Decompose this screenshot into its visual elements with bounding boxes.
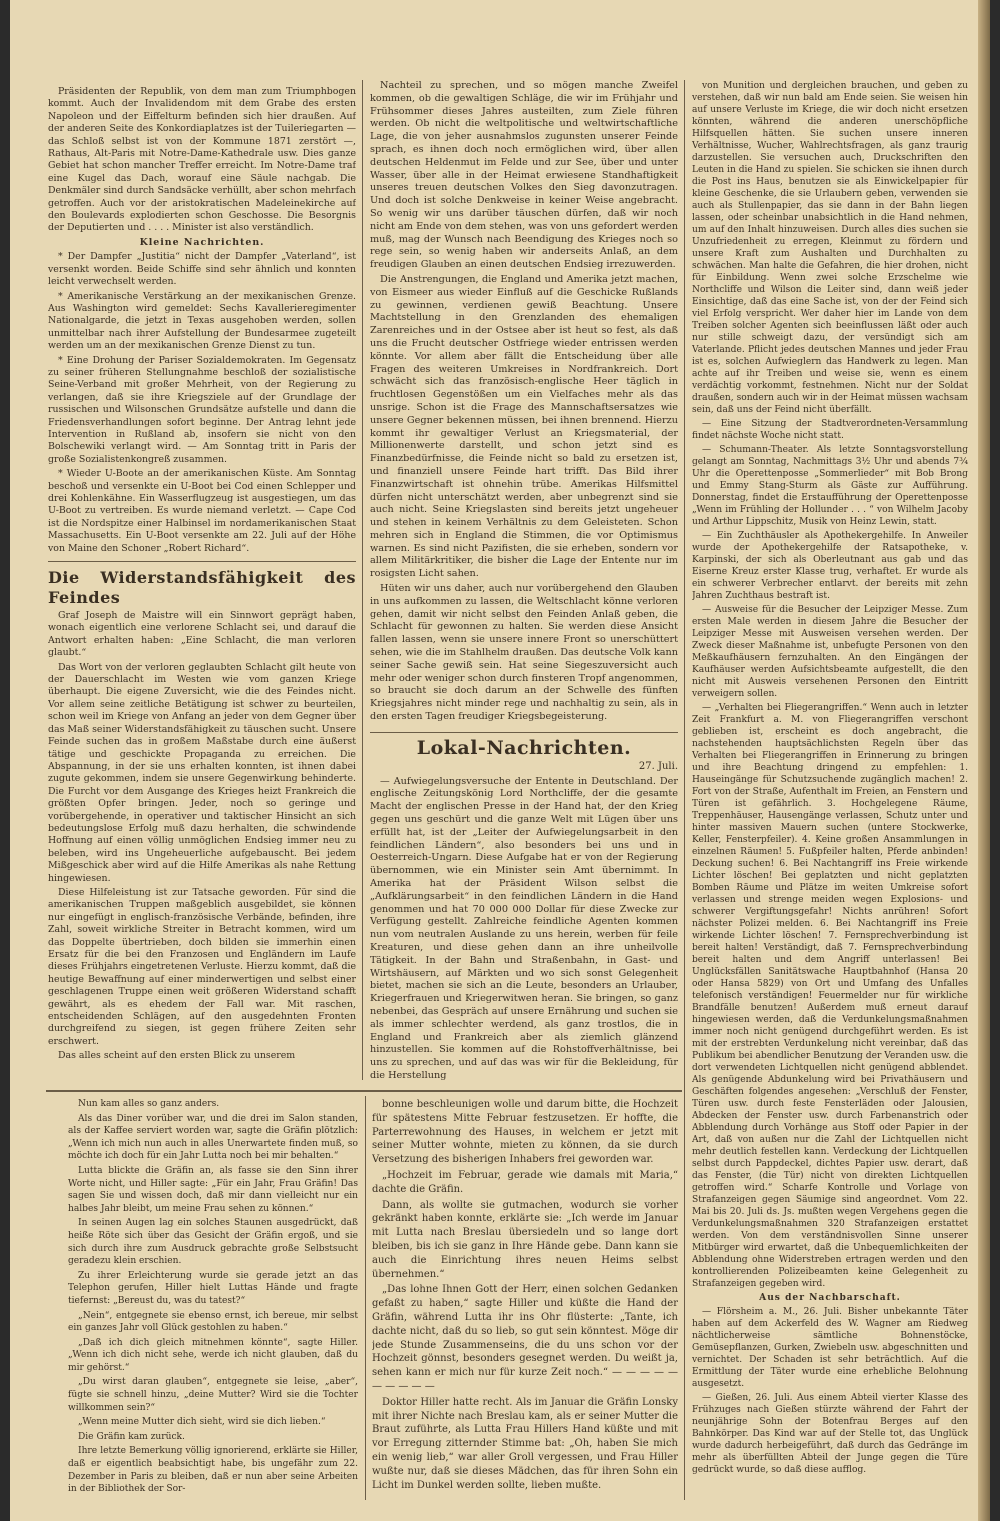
column-rule (362, 80, 363, 1080)
novel-column-right (372, 1098, 678, 1502)
novel-paragraph: „Du wirst daran glauben“, entgegnete sie leise, „aber“, fügte sie schnell hinzu, „deine Mutter? Wird sie die Tochter willkommen sein?“ (68, 1377, 358, 1413)
news-item: — „Verhalten bei Fliegerangriffen.“ Wenn auch in letzter Zeit Frankfurt a. M. von Fliegerangriffen verschont geblieben ist, erscheint es doch angebracht, die nachstehenden hauptsächlichsten Regeln über das Verhalten bei Fliegerangriffen in Erinnerung zu bringen und ihre Beachtung dringend zu empfehlen: 1. Hauseingänge für Schutzsuchende zugänglich machen! 2. Fort von der Straße, Aufenthalt im Freien, an Fenstern und Türen ist gefährlich. 3. Hochgelegene Räume, Treppenhäuser, Hausengänge verlassen, Schutz unter und hinter massiven Mauern suchen (untere Stockwerke, Keller, Fensterpfeiler). 4. Keine großen Ansammlungen in einzelnen Räumen! 5. Fußpfeiler halten, Pferde anbinden! Deckung suchen! 6. Bei Nachtangriff ins Freie wirkende Lichter löschen! Bei geplatzten und nicht geplatzten Bomben Räume und Plätze im weiten Umkreise sofort verlassen und strenge meiden wegen Explosions- und schwerer Vergiftungsgefahr! Nichts anrühren! Sofort nächster Polizei melden. 6. Bei Nachtangriff ins Freie wirkende Lichter löschen! 7. Fernsprechverbindung ist bereit halten! Verständigt, daß 7. Fernsprechverbindung bereit halten und dem Angriff unterlassen! Bei Unglücksfällen Sanitätswache Hauptbahnhof (Hansa 20 oder Hansa 5829) von Ort und Umfang des Unfalles telefonisch verständigen! Feuermelder nur für wirkliche Brandfälle benutzen! Außerdem muß erneut darauf hingewiesen werden, daß die Verdunkelungsmaßnahmen immer noch nicht genügend durchgeführt werden. Es ist mit der erstrebten Verdunkelung nicht vereinbar, daß das Publikum bei abendlicher Benutzung der Veranden usw. die dort verwendeten Lichtquellen nicht genügend abblendet. Als genügende Abdunkelung wird bei Privathäusern und Geschäften folgendes angesehen: „Verschluß der Fenster, Türen usw. durch feste Fensterläden oder Jalousien, Abdecken der Fenster usw. durch Farbenanstrich oder Abblendung durch Vorhänge aus Stoff oder Papier in der Art, daß von außen nur die Zahl der Lichtquellen nicht mehr deutlich festellen kann. Verdeckung der Lichtquellen selbst durch Pappdeckel, dichtes Papier usw. derart, daß das Fenster, (die Tür) nicht von direkten Lichtquellen getroffen wird.“ Scharfe Kontrolle und Vorlage von Strafanzeigen gegen Säumige sind angeordnet. Vom 22. Mai bis 20. Juli ds. Js. mußten wegen Vergehens gegen die Verdunkelungsmaßnahmen 320 Strafanzeigen erstattet werden. Von dem verständnisvollen Sinne unserer Mitbürger wird erwartet, daß die Unbequemlichkeiten der Abblendung ohne Widerstreben ertragen werden und den kontrollierenden Polizeibeamten keine Gelegenheit zu Strafanzeigen gegeben wird. (692, 703, 968, 1289)
news-item: — Schumann-Theater. Als letzte Sonntagsvorstellung gelangt am Sonntag, Nachmittags 3½ Uhr und abends 7¾ Uhr die Operettenposse „Sommerlieder“ mit Bob Brong und Emmy Stang-Sturm als Gäste zur Aufführung. Donnerstag, findet die Erstaufführung der Operettenposse „Wenn im Frühling der Hollunder . . . “ von Wilhelm Jacoby und Arthur Lippschitz, Musik von Heinz Lewin, statt. (692, 445, 968, 527)
paragraph: Diese Hilfeleistung ist zur Tatsache geworden. Für sind die amerikanischen Truppen maßgeblich ausgebildet, sie können nur eingefügt in englisch-französische Verbände, befinden, ihre Zahl, soweit wirkliche Streiter in Betracht kommen, wird um das Doppelte übertrieben, doch bilden sie immerhin einen Ersatz für die bei den Franzosen und Engländern im Laufe dieses Frühjahrs eingetretenen Verluste. Hierzu kommt, daß die heutige Bewaffnung auf einer minderwertigen und selbst einer geschlagenen Truppe einen weit größeren Widerstand schafft gewährt, als es ehedem der Fall war. Mit raschen, entscheidenden Schlägen, auf den ausgedehnten Fronten durchgreifend zu siegen, ist gegen frühere Zeiten sehr erschwert. (48, 886, 356, 1047)
novel-paragraph: Als das Diner vorüber war, und die drei im Salon standen, als der Kaffee serviert worden war, sagte die Gräfin plötzlich: „Wenn ich mich nun auch in alles Unerwartete finden muß, so möchte ich doch für ein Jahr Lutta noch bei mir behalten.“ (68, 1113, 358, 1162)
news-item: * Wieder U-Boote an der amerikanischen Küste. Am Sonntag beschoß und versenkte ein U-Boot bei Cod einen Schlepper und drei Kohlenkähne. Ein Wasserflugzeug ist ausgestiegen, um das U-Boot zu vertreiben. Es wurde niemand verletzt. — Cape Cod ist die Nordspitze einer Halbinsel im nordamerikanischen Staat Massachusetts. Ein U-Boot versenkte am 22. Juli auf der Höhe von Maine den Schoner „Robert Richard“. (48, 468, 356, 554)
novel-paragraph: „Das lohne Ihnen Gott der Herr, einen solchen Gedanken gefaßt zu haben,“ sagte Hiller und küßte die Hand der Gräfin, während Lutta ihr ins Ohr flüsterte: „Tante, ich dachte nicht, daß du so lieb, so gut sein könntest. Möge dir jede Stunde Zusammenseins, die du uns schon vor der Hochzeit gönnst, besonders gesegnet werden. Du weißt ja, sehen kann er mich nur für kurze Zeit noch.“ — — — — — — — — — — (372, 1284, 678, 1392)
page-edge (978, 0, 990, 1521)
paragraph: Nachteil zu sprechen, und so mögen manche Zweifel kommen, ob die gewaltigen Schläge, die wir im Frühjahr und Frühsommer dieses Jahres austeilten, zum Ziele führen werden. Ob nicht die weltpolitische und weltwirtschaftliche Lage, die von jeher ausnahmslos zugunsten unserer Feinde sprach, es ihnen doch noch ermöglichen wird, über allen deutschen Heldenmut im Felde und zur See, über und unter Wasser, über alle in der Heimat erwiesene Standhaftigkeit unseres treuen deutschen Volkes den Sieg davonzutragen. Und doch ist solche Denkweise in keiner Weise angebracht. So wenig wir uns darüber täuschen dürfen, daß wir noch nicht am Ende von dem stehen, was von uns gefordert werden muß, mag der Wunsch nach Beendigung des Krieges noch so rege sein, so wenig haben wir anderseits Anlaß, an dem freudigen Glauben an einen deutschen Endsieg irrezuwerden. (370, 80, 678, 271)
novel-paragraph: Lutta blickte die Gräfin an, als fasse sie den Sinn ihrer Worte nicht, und Hiller sagte: „Für ein Jahr, Frau Gräfin! Das sagen Sie und wissen doch, daß mir dann vielleicht nur ein halbes Jahr bleibt, um meine Frau sehen zu können.“ (68, 1165, 358, 1214)
column-rule (684, 80, 685, 1500)
news-item: — Ausweise für die Besucher der Leipziger Messe. Zum ersten Male werden in diesem Jahre die Besucher der Leipziger Messe mit Ausweisen versehen werden. Der Zweck dieser Maßnahme ist, unbefugte Personen von den Meßkaufhäusern fernzuhalten. An den Eingängen der Kaufhäuser werden Aufsichtsbeamte aufgestellt, die den nicht mit Ausweis versehenen Personen den Eintritt verweigern sollen. (692, 605, 968, 699)
newspaper-page (10, 0, 990, 1521)
news-item: * Amerikanische Verstärkung an der mexikanischen Grenze. Aus Washington wird gemeldet: Sechs Kavallerieregimenter Nationalgarde, die jetzt in Texas ausgehoben werden, sollen unmittelbar nach ihrer Aufstellung der Bundesarmee zugeteilt werden um an der mexikanischen Grenze Dienst zu tun. (48, 290, 356, 352)
novel-paragraph: Nun kam alles so ganz anders. (78, 1099, 220, 1109)
section-divider (370, 732, 678, 733)
section-divider (48, 561, 356, 562)
paragraph: Die Anstrengungen, die England und Amerika jetzt machen, von Eismeer aus wieder Einfluß auf die Geschicke Rußlands zu gewinnen, verdienen gewiß Beachtung. Unsere Machtstellung in den Grenzlanden des ehemaligen Zarenreiches und in der Ostsee aber ist heut so fest, als daß uns die Frucht deutscher Ostfriege wieder entrissen werden könnte. Vor allem aber fällt die Entscheidung über alle Fragen des weiteren Umkreises in Nordfrankreich. Dort schwächt sich das französisch-englische Heer täglich in fruchtlosen Gegenstößen um ein Vielfaches mehr als das unsrige. Schon ist die Frage des Mannschaftsersatzes wie unsere Gegner bekennen müssen, bei ihnen brennend. Hierzu kommt ihr gewaltiger Verlust an Kriegsmaterial, der Millionenwerte darstellt, und schon jetzt sind es Finanzbedürfnisse, die Feinde nicht so bald zu ersetzen ist, und finanziell unsere Feinde hart trifft. Das Bild ihrer Finanzwirtschaft ist ohnehin trübe. Amerikas Hilfsmittel dürfen nicht unterschätzt werden, aber unbegrenzt sind sie auch nicht. Seine Kriegslasten sind bereits jetzt ungeheuer und stehen in keinem Verhältnis zu dem Geleisteten. Schon mehren sich in England die Stimmen, die vor Optimismus warnen. Es sind nicht Pazifisten, die sie erheben, sondern vor allem Militärkritiker, die bisher die Lage der Entente nur im rosigsten Licht sahen. (370, 273, 678, 580)
column-middle (370, 80, 678, 1086)
news-item: — Aufwiegelungsversuche der Entente in Deutschland. Der englische Zeitungskönig Lord Northcliffe, der die gesamte Macht der englischen Presse in der Hand hat, der den Krieg gegen uns geschürt und die ganze Welt mit Lügen über uns erfüllt hat, ist der „Leiter der Aufwiegelungsarbeit in den feindlichen Ländern“, also besonders bei uns und in Oesterreich-Ungarn. Diese Aufgabe hat er von der Regierung übernommen, wie ein Minister sein Amt übernimmt. In Amerika hat der Präsident Wilson selbst die „Aufklärungsarbeit“ in den feindlichen Ländern in die Hand genommen und hat 70 000 000 Dollar für diese Zwecke zur Verfügung gestellt. Zahlreiche feindliche Agenten kommen nun vom neutralen Auslande zu uns herein, werben für feile Kreaturen, und diese gehen dann an ihre unheilvolle Tätigkeit. In der Bahn und Straßenbahn, in Gast- und Wirtshäusern, auf Märkten und wo sich sonst Gelegenheit bietet, machen sie sich an die Leute, besonders an Urlauber, Kriegerfrauen und Kriegerwitwen heran. Sie bringen, so ganz nebenbei, das Gespräch auf unsere Ernährung und suchen sie als immer schlechter werdend, als ganz trostlos, die in England und Frankreich aber als ziemlich glänzend hinzustellen. Sie kommen auf die Rohstoffverhältnisse, bei uns zu sprechen, und auf das was wir für die Bekleidung, für die Herstellung (370, 775, 678, 1081)
novel-paragraph: Doktor Hiller hatte recht. Als im Januar die Gräfin Lonsky mit ihrer Nichte nach Breslau kam, als er seiner Mutter die Braut zuführte, als Lutta Frau Hillers Hand küßte und mit vor Erregung zitternder Stimme bat: „Oh, haben Sie mich ein wenig lieb,“ war aller Groll vergessen, und Frau Hiller wußte nur, daß sie dieses Mädchen, das für ihren Sohn ein Licht im Dunkel werden sollte, lieben mußte. (372, 1396, 678, 1491)
news-item: — Flörsheim a. M., 26. Juli. Bisher unbekannte Täter haben auf dem Ackerfeld des W. Wagner am Riedweg nächtlicherweise sämtliche Bohnenstöcke, Gemüsepflanzen, Gurken, Zwiebeln usw. abgeschnitten und vernichtet. Der Schaden ist sehr beträchtlich. Auf die Ermittlung der Täter wurde eine erhebliche Belohnung ausgesetzt. (692, 1307, 968, 1389)
novel-paragraph: Zu ihrer Erleichterung wurde sie gerade jetzt an das Telephon gerufen, Hiller hielt Luttas Hände und fragte tiefernst: „Bereust du, was du tatest?“ (68, 1270, 358, 1306)
novel-paragraph: Ihre letzte Bemerkung völlig ignorierend, erklärte sie Hiller, daß er eigentlich beabsichtigt habe, bis ungefähr zum 22. Dezember in Paris zu bleiben, daß er nun aber seine Arbeiten in der Bibliothek der Sor- (68, 1446, 358, 1495)
paragraph: Graf Joseph de Maistre will ein Sinnwort geprägt haben, wonach eigentlich eine verlorene Schlacht sei, und darauf die Antwort erhalten haben: „Eine Schlacht, die man verloren glaubt.“ (48, 610, 356, 659)
dateline: 27. Juli. (638, 760, 678, 772)
kleine-nachrichten-heading: Kleine Nachrichten. (139, 236, 265, 248)
novel-paragraph: „Hochzeit im Februar, gerade wie damals mit Maria,“ dachte die Gräfin. (372, 1169, 678, 1195)
novel-paragraph: „Daß ich dich gleich mitnehmen könnte“, sagte Hiller. „Wenn ich dich nicht sehe, werde ich nicht glauben, daß du mir gehörst.“ (68, 1337, 358, 1373)
column-right (692, 80, 968, 1500)
nachbarschaft-heading: Aus der Nachbarschaft. (759, 1292, 901, 1303)
novel-paragraph: „Wenn meine Mutter dich sieht, wird sie dich lieben.“ (78, 1417, 326, 1428)
news-item: * Eine Drohung der Pariser Sozialdemokraten. Im Gegensatz zu seiner früheren Stellungnahme beschloß der sozialistische Seine-Verband mit großer Mehrheit, von der Regierung zu verlangen, daß sie ihre Kriegsziele auf der Grundlage der russischen und Wilsonschen Grundsätze aufstelle und dann die Friedensverhandlungen sofort beginne. Der Antrag lehnt jede Intervention in Rußland ab, insofern sie nicht von den Bolschewiki verlangt wird. — Am Sonntag tritt in Paris der große Sozialistenkongreß zusammen. (48, 354, 356, 465)
paragraph: Das alles scheint auf den ersten Blick zu unserem (58, 1050, 296, 1062)
news-item: — Ein Zuchthäusler als Apothekergehilfe. In Anweiler wurde der Apothekergehilfe der Ratsapotheke, v. Karpinski, der sich als Oberleutnant aus gab und das Eiserne Kreuz erster Klasse trug, verhaftet. Er wurde als ein schwerer Verbrecher entlarvt. der bereits mit zehn Jahren Zuchthaus bestraft ist. (692, 531, 968, 601)
column-rule (365, 1096, 366, 1500)
news-item: — Gießen, 26. Juli. Aus einem Abteil vierter Klasse des Frühzuges nach Gießen stürzte während der Fahrt der neunjährige Sohn der Botenfrau Berges auf den Bahnkörper. Das Kind war auf der Stelle tot, das Unglück wurde dadurch herbeigeführt, daß durch das Gedränge im mehr als überfüllten Abteil der Junge gegen die Türe gedrückt wurde, so daß diese aufflog. (692, 1393, 968, 1475)
novel-paragraph: Dann, als wollte sie gutmachen, wodurch sie vorher gekränkt haben konnte, erklärte sie: „Ich werde im Januar mit Lutta nach Breslau übersiedeln und so lange dort bleiben, bis ich sie ganz in Ihre Hände gebe. Dann kann sie auch die Einrichtung ihres neuen Heims selbst übernehmen.“ (372, 1199, 678, 1280)
novel-paragraph: Die Gräfin kam zurück. (78, 1431, 185, 1442)
news-item: * Der Dampfer „Justitia“ nicht der Dampfer „Vaterland“, ist versenkt worden. Beide Schiffe sind sehr ähnlich und konnten leicht verwechselt werden. (48, 251, 356, 288)
paragraph: Präsidenten der Republik, von dem man zum Triumphbogen kommt. Auch der Invalidendom mit dem Grabe des ersten Napoleon und der Eiffelturm befinden sich hier draußen. Auf der anderen Seite des Konkordiaplatzes ist der Tuileriegarten — das Schloß selbst ist von der Kommune 1871 zerstört —, Rathaus, Alt-Paris mit Notre-Dame-Kathedrale usw. Dies ganze Gebiet hat schon mancher Treffer erreicht. Im Notre-Dame traf eine Kugel das Dach, worauf eine Säule nachgab. Die Denkmäler sind durch Sandsäcke verhüllt, aber schon mehrfach getroffen. Auch vor der aristokratischen Madeleinekirche auf den Boulevards explodierten schon Geschosse. Die Besorgnis der Deputierten und . . . . Minister ist also verständlich. (48, 86, 356, 234)
novel-paragraph: bonne beschleunigen wolle und darum bitte, die Hochzeit für spätestens Mitte Februar festzusetzen. Er hoffte, die Parterrewohnung des Hauses, in welchem er jetzt mit seiner Mutter wohnte, mieten zu können, da sie durch Versetzung des bisherigen Inhabers frei geworden war. (372, 1099, 678, 1166)
article-headline: Die Widerstandsfähigkeit des Feindes (48, 568, 356, 608)
news-item: — Eine Sitzung der Stadtverordneten-Versammlung findet nächste Woche nicht statt. (692, 419, 968, 441)
novel-paragraph: In seinen Augen lag ein solches Staunen ausgedrückt, daß heiße Röte sich über das Gesicht der Gräfin ergoß, und sie sich durch ihre zum Ausdruck gebrachte große Selbstsucht geradezu klein erschien. (68, 1218, 358, 1267)
novel-paragraph: „Nein“, entgegnete sie ebenso ernst, ich bereue, mir selbst ein ganzes Jahr voll Glück gestohlen zu haben.“ (68, 1310, 358, 1334)
paragraph: Hüten wir uns daher, auch nur vorübergehend den Glauben in uns aufkommen zu lassen, die Weltschlacht könne verloren gehen, damit wir nicht selbst den Feinden Anlaß geben, die Schlacht für gewonnen zu halten. Sie werden diese Ansicht fallen lassen, wenn sie unsere innere Front so unerschüttert sehen, wie die im Stahlhelm draußen. Das deutsche Volk kann seiner Sache gewiß sein. Hat seine Siegeszuversicht auch mehr oder weniger schon durch finsteren Tropf angenommen, so braucht sie doch darum an der Schwelle des fünften Kriegsjahres nicht minder rege und nachhaltig zu sein, als in den ersten Tagen freudiger Kriegsbegeisterung. (370, 583, 678, 723)
novel-column-left (68, 1098, 358, 1502)
paragraph: Das Wort von der verloren geglaubten Schlacht gilt heute von der Dauerschlacht im Westen wie vom ganzen Kriege überhaupt. Die eigene Zuversicht, wie die des Feindes nicht. Vor allem seine zeitliche Betätigung ist schwer zu beurteilen, schon weil im Kriege von Anfang an jeder von dem Gegner über das Maß seiner Widerstandsfähigkeit zu täuschen sucht. Unsere Feinde suchen das in großem Maßstabe durch eine äußerst tätige und geschickte Propaganda zu erreichen. Die Abspannung, in der sie uns erhalten konnten, ist ihnen dabei zugute gekommen, indem sie unsere Gegenwirkung behinderte. Die Furcht vor dem Ausgange des Krieges heizt Frankreich die größten Opfer bringen. Jeder, noch so geringe und vorübergehende, in operativer und taktischer Hinsicht an sich bedeutungslose Erfolg muß dazu herhalten, die schwindende Hoffnung auf einen völlig unmöglichen Endsieg immer neu zu beleben, wird ins Ungeheuerliche aufgebauscht. Bei jedem Mißgeschick aber wird auf die Hilfe Amerikas als nahe Rettung hingewiesen. (48, 661, 356, 884)
column-left (48, 86, 356, 1086)
lokal-nachrichten-heading: Lokal-Nachrichten. (416, 736, 632, 759)
news-item: von Munition und dergleichen brauchen, und geben zu verstehen, daß wir nun bald am Ende seien. Sie weisen hin auf unsere Verluste im Kriege, die wir doch nicht ersetzen könnten, während die anderen unerschöpfliche Hilfsquellen hätten. Sie suchen unsere inneren Verhältnisse, Wucher, Wahlrechtsfragen, als ganz traurig darzustellen. Sie versuchen auch, Druckschriften den Leuten in die Hand zu spielen. Sie schicken sie ihnen durch die Post ins Haus, benutzen sie als Einwickelpapier für kleine Geschenke, die sie Urlaubern geben, verwenden sie auch als Stullenpapier, das sie dann in der Bahn liegen lassen, oder scheinbar unabsichtlich in die Hand nehmen, um auf den Inhalt hinzuweisen. Durch alles dies suchen sie Unzufriedenheit zu erregen, Kleinmut zu fördern und unsere Kraft zum Aushalten und Durchhalten zu schwächen. Man halte die Gefahren, die hier drohen, nicht für Einbildung. Wenn zwei solche Erzschelme wie Northcliffe und Wilson die Leiter sind, dann weiß jeder Einsichtige, daß das eine Sache ist, von der der Feind sich viel Erfolg verspricht. Wer daher hier im Lande von dem Treiben solcher Agenten sich beeinflussen läßt oder auch nur stille schweigt dazu, der versündigt sich am Vaterlande. Pflicht jedes deutschen Mannes und jeder Frau ist es, solchen Aufwieglern das Handwerk zu legen. Man achte auf ihr Treiben und weise sie, wenn es einem verdächtig vorkommt, festnehmen. Nicht nur der Soldat draußen, sondern auch wir in der Heimat müssen wachsam sein, daß uns der Feind nicht überfällt. (692, 81, 968, 415)
feuilleton-divider (46, 1090, 682, 1092)
continued-article (48, 86, 356, 235)
